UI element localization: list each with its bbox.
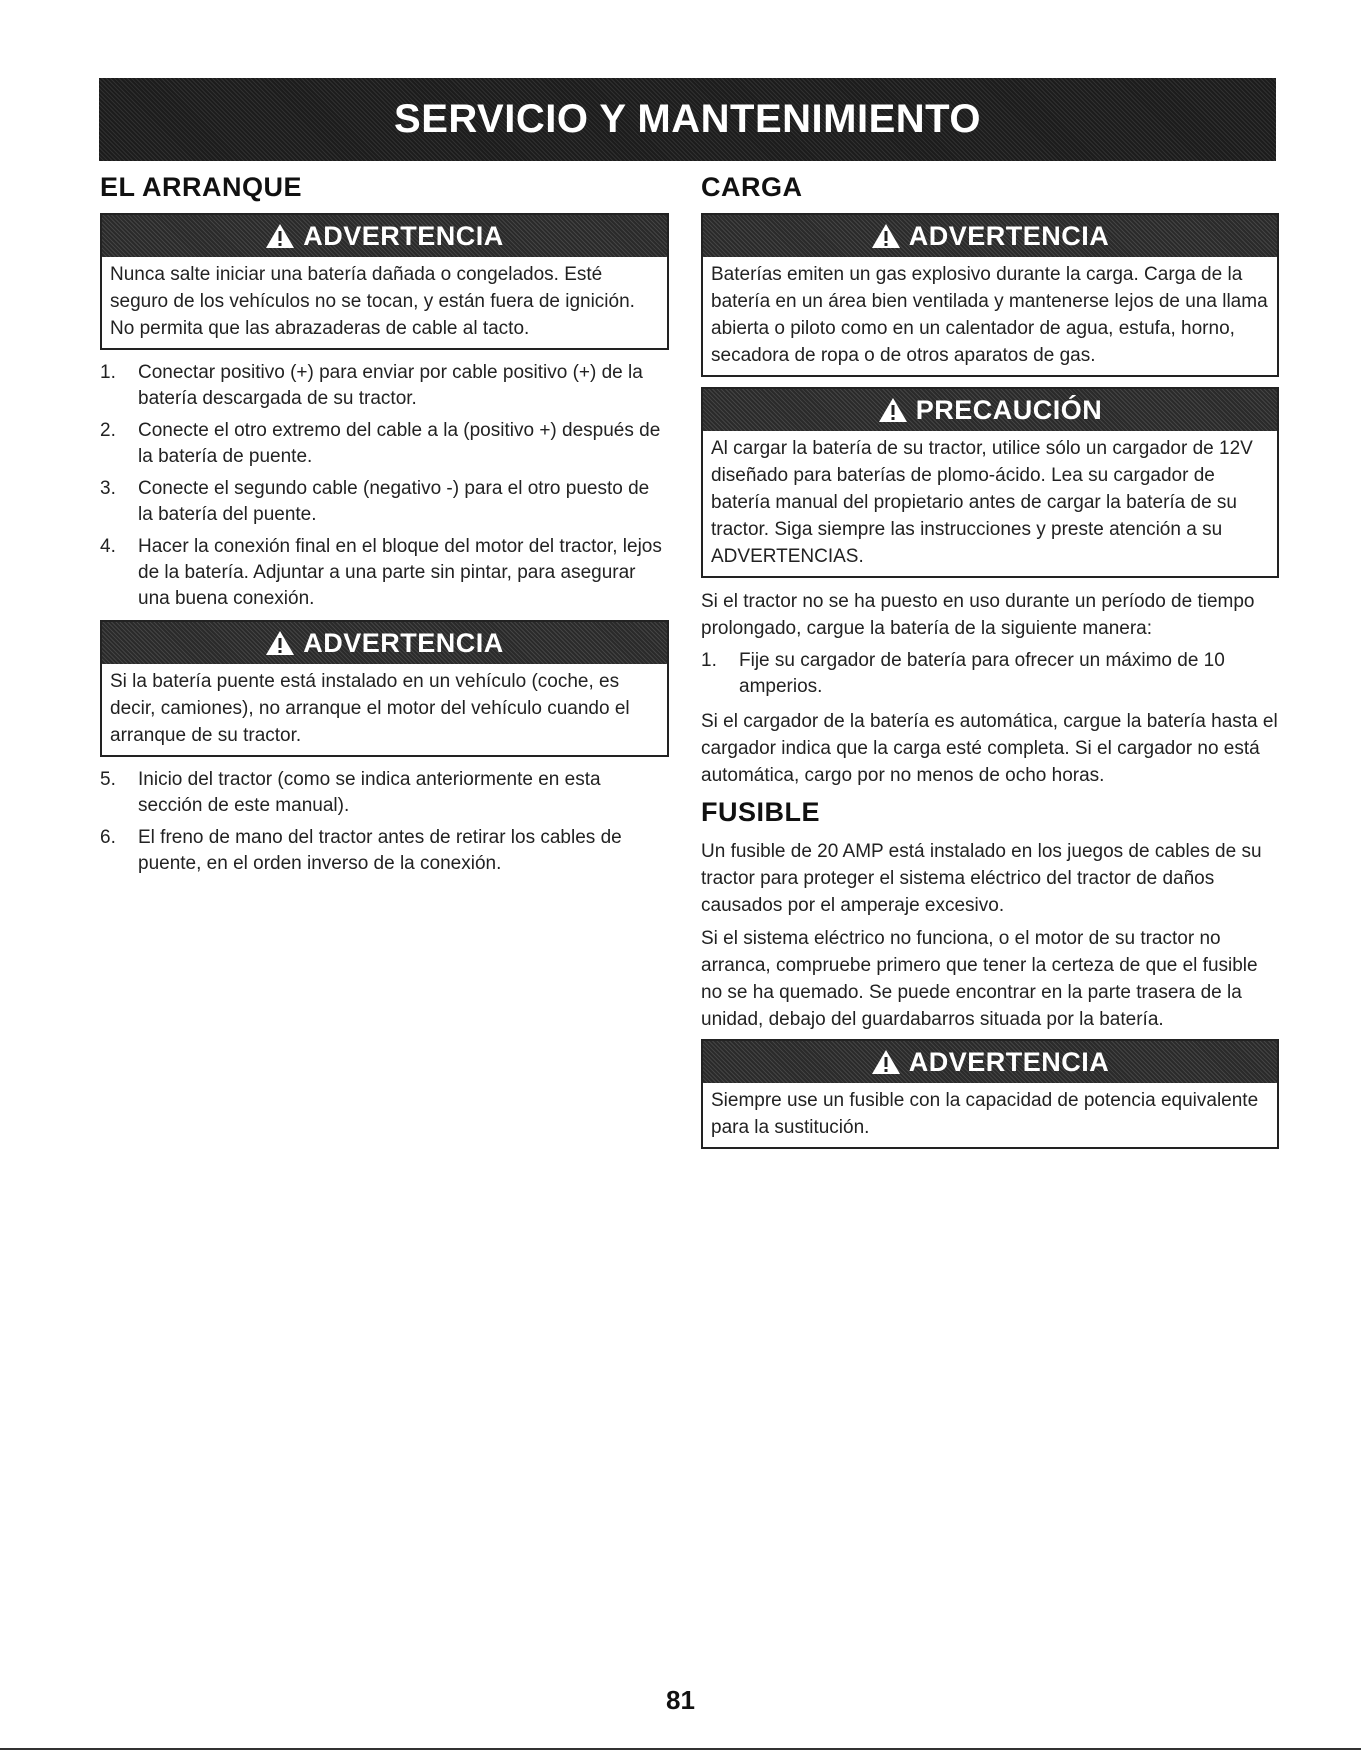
warning-header [102,622,667,664]
warning-text: Siempre use un fusible con la capacidad de potencia equivalente para la sustitución. [711,1090,1259,1138]
step-number: 1. [100,362,116,383]
step-text: Conecte el segundo cable (negativo -) para el otro puesto de la batería del puente. [138,478,650,525]
footer-divider [0,1748,1361,1750]
list-item [100,418,669,470]
warning-box [701,1039,1279,1149]
warning-label: ADVERTENCIA [908,1046,1110,1077]
caution-box [701,387,1279,578]
warning-header [102,215,667,257]
warning-triangle-icon [871,1049,901,1075]
page-number: 81 [666,1685,695,1715]
warning-box [100,213,669,350]
warning-box [701,213,1279,377]
step-list [100,360,669,612]
warning-header [703,215,1277,257]
warning-box [100,620,669,757]
step-number: 5. [100,769,116,790]
step-text: Hacer la conexión final en el bloque del motor del tractor, lejos de la batería. Adjuntar a una parte sin pintar, para asegurar una buena conexión. [138,536,662,609]
step-number: 2. [100,420,116,441]
paragraph: Si el sistema eléctrico no funciona, o el motor de su tractor no arranca, compruebe primero que tener la certeza de que el fusible no se ha quemado. Se puede encontrar en la parte trasera de la unidad, debajo del guardabarros situada por la batería. [701,928,1258,1030]
warning-triangle-icon [871,223,901,249]
warning-label: ADVERTENCIA [908,220,1110,251]
section-banner [99,78,1276,161]
right-column [701,172,1279,1159]
warning-triangle-icon [265,630,295,656]
warning-triangle-icon [265,223,295,249]
paragraph: Si el cargador de la batería es automática, cargue la batería hasta el cargador indica que la carga esté completa. Si el cargador no está automática, cargo por no menos de ocho horas. [701,711,1278,786]
step-list [701,648,1279,700]
list-item [701,648,1279,700]
caution-label: PRECAUCIÓN [915,394,1103,425]
step-text: Inicio del tractor (como se indica anteriormente en esta sección de este manual). [138,769,601,816]
warning-label: ADVERTENCIA [303,627,504,658]
section-title-carga: CARGA [701,172,803,202]
warning-text: Si la batería puente está instalado en un vehículo (coche, es decir, camiones), no arranque el motor del vehículo cuando el arranque de su tractor. [110,671,630,746]
step-text: Conecte el otro extremo del cable a la (positivo +) después de la batería de puente. [138,420,661,467]
list-item [100,534,669,612]
warning-text: Nunca salte iniciar una batería dañada o congelados. Esté seguro de los vehículos no se tocan, y están fuera de ignición. No permita que las abrazaderas de cable al tacto. [110,264,635,339]
warning-triangle-icon [878,397,908,423]
list-item [100,825,669,877]
step-number: 1. [701,650,717,671]
left-column [100,172,669,885]
caution-text: Al cargar la batería de su tractor, utilice sólo un cargador de 12V diseñado para baterías de plomo-ácido. Lea su cargador de batería manual del propietario antes de cargar la batería de su tractor. Siga siempre las instrucciones y preste atención a su ADVERTENCIAS. [711,438,1253,567]
list-item [100,476,669,528]
step-number: 6. [100,827,116,848]
list-item [100,360,669,412]
step-text: Fije su cargador de batería para ofrecer un máximo de 10 amperios. [739,650,1225,697]
paragraph: Un fusible de 20 AMP está instalado en los juegos de cables de su tractor para proteger el sistema eléctrico del tractor de daños causados por el amperaje excesivo. [701,841,1262,916]
section-title-arranque: EL ARRANQUE [100,172,303,202]
warning-header [703,1041,1277,1083]
list-item [100,767,669,819]
paragraph: Si el tractor no se ha puesto en uso durante un período de tiempo prolongado, cargue la batería de la siguiente manera: [701,591,1255,639]
step-number: 3. [100,478,116,499]
caution-header [703,389,1277,431]
step-text: El freno de mano del tractor antes de retirar los cables de puente, en el orden inverso de la conexión. [138,827,622,874]
page-title: SERVICIO Y MANTENIMIENTO [394,97,981,141]
step-text: Conectar positivo (+) para enviar por cable positivo (+) de la batería descargada de su tractor. [138,362,643,409]
warning-text: Baterías emiten un gas explosivo durante la carga. Carga de la batería en un área bien ventilada y mantenerse lejos de una llama abierta o piloto como en un calentador de agua, estufa, horno, secadora de ropa o de otros aparatos de gas. [711,264,1268,366]
section-title-fusible: FUSIBLE [701,797,821,827]
step-list [100,767,669,877]
step-number: 4. [100,536,116,557]
warning-label: ADVERTENCIA [303,220,504,251]
